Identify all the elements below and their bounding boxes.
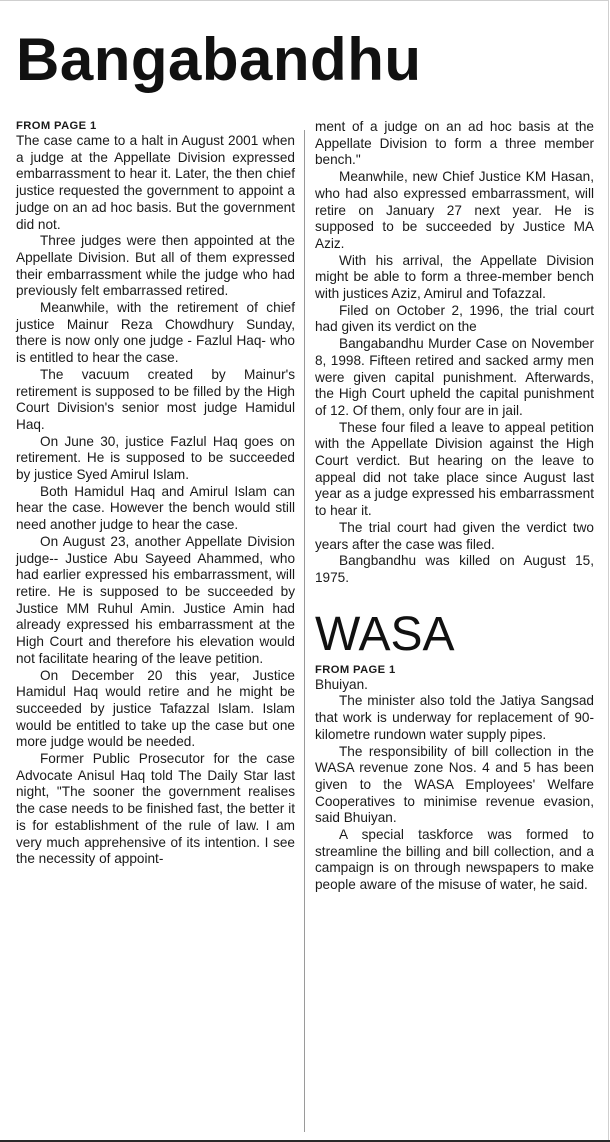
article1-paragraph: The trial court had given the verdict two years after the case was filed.: [315, 519, 594, 552]
article2-paragraph: A special taskforce was formed to streamline the billing and bill collection, and a campaign is on through newspapers to make people aware of the misuse of water, he said.: [315, 827, 594, 893]
article1-paragraph: The vacuum created by Mainur's retirement is supposed to be filled by the High Court Division's senior most judge Hamidul Haq.: [16, 366, 295, 432]
article1-column-2: [315, 119, 594, 894]
headline-bangabandhu: Bangabandhu: [16, 26, 422, 93]
article1-paragraph: On June 30, justice Fazlul Haq goes on retirement. He is supposed to be succeeded by justice Syed Amirul Islam.: [16, 433, 295, 483]
article1-paragraph: Three judges were then appointed at the Appellate Division. But all of them expressed their embarrassment while the judge who had previously felt embarrassed retired.: [16, 233, 295, 299]
article1-paragraph: Meanwhile, new Chief Justice KM Hasan, who had also expressed embarrassment, will retire on January 27 next year. He is supposed to be succeeded by Justice MA Aziz.: [315, 169, 594, 251]
article1-paragraph: On December 20 this year, Justice Hamidul Haq would retire and he might be succeeded by justice Tafazzal Islam. Islam would be entitled to take up the case but one more judge would be needed.: [16, 667, 295, 750]
article1-paragraph: Both Hamidul Haq and Amirul Islam can hear the case. However the bench would still need another judge to hear the case.: [16, 483, 295, 533]
article1-column-1: [16, 119, 295, 868]
article1-paragraph: Bangbandhu was killed on August 15, 1975.: [315, 553, 594, 585]
article1-paragraph: The case came to a halt in August 2001 when a judge at the Appellate Division expressed embarrassment to hear it. Later, the then chief justice requested the government to appoint a judge on an ad hoc basis. But the government did not.: [16, 133, 295, 232]
article1-continuation: ment of a judge on an ad hoc basis at the Appellate Division to form a three member bench.": [315, 119, 594, 168]
article1-paragraph: Meanwhile, with the retirement of chief justice Mainur Reza Chowdhury Sunday, there is now only one judge - Fazlul Haq- who is entitled to hear the case.: [16, 300, 295, 366]
article1-kicker: FROM PAGE 1: [16, 120, 97, 132]
column-divider: [304, 130, 305, 1132]
article1-paragraph: These four filed a leave to appeal petition with the Appellate Division against the High Court verdict. But hearing on the leave to appeal did not take place since August last year as a judge expressed his embarrassment to hear it.: [315, 419, 594, 519]
article1-paragraph: Bangabandhu Murder Case on November 8, 1998. Fifteen retired and sacked army men were given capital punishment. Afterwards, the High Court upheld the capital punishment of 12. Of them, only four are in jail.: [315, 336, 594, 418]
article1-paragraph: On August 23, another Appellate Division judge-- Justice Abu Sayeed Ahammed, who had earlier expressed his embarrassment, will retire. He is supposed to be succeeded by Justice MM Ruhul Amin. Justice Amin had already expressed his embarrassment at the High Court and therefore his elevation would not facilitate hearing of the leave petition.: [16, 533, 295, 666]
article2-paragraph: The responsibility of bill collection in the WASA revenue zone Nos. 4 and 5 has been given to the WASA Employees' Welfare Cooperatives to minimise revenue evasion, said Bhuiyan.: [315, 743, 594, 826]
article2-paragraph: The minister also told the Jatiya Sangsad that work is underway for replacement of 90-kilometre rundown water supply pipes.: [315, 693, 594, 742]
article1-paragraph: Former Public Prosecutor for the case Advocate Anisul Haq told The Daily Star last night, "The sooner the government realises the case needs to be finished fast, the better it is for establishment of the rule of law. I am very much apprehensive of its intention. I see the necessity of appoint-: [16, 751, 295, 867]
article1-paragraph: With his arrival, the Appellate Division might be able to form a three-member bench with justices Aziz, Amirul and Tofazzal.: [315, 252, 594, 302]
article2-lead: Bhuiyan.: [315, 676, 368, 692]
headline-wasa: WASA: [315, 607, 455, 661]
article2-kicker: FROM PAGE 1: [315, 663, 396, 676]
article1-paragraph: Filed on October 2, 1996, the trial court had given its verdict on the: [315, 302, 594, 335]
